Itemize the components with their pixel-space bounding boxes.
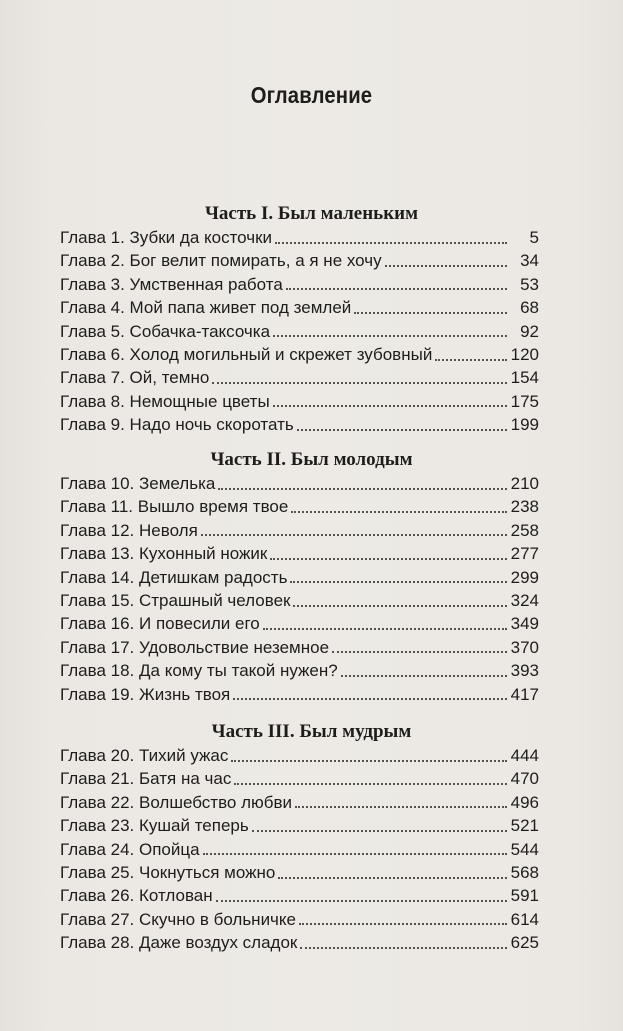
chapter-title: Глава 19. Жизнь твоя (60, 684, 231, 704)
dot-leader (290, 581, 506, 583)
toc-entry (60, 519, 539, 542)
toc-entry (60, 884, 539, 907)
dot-leader (234, 783, 506, 785)
chapter-title: Глава 3. Умственная работа (60, 274, 283, 294)
dot-leader (203, 853, 507, 855)
chapter-title: Глава 8. Немощные цветы (60, 391, 270, 411)
page-number: 568 (510, 862, 539, 882)
chapter-title: Глава 25. Чокнуться можно (60, 862, 276, 882)
page-number: 614 (510, 909, 539, 929)
dot-leader (278, 877, 506, 879)
dot-leader (354, 312, 507, 314)
dot-leader (216, 900, 507, 902)
chapter-title: Глава 4. Мой папа живет под землей (60, 298, 352, 318)
chapter-title: Глава 28. Даже воздух сладок (60, 933, 298, 953)
dot-leader (270, 558, 506, 560)
toc-entry (60, 366, 539, 389)
toc-entry (60, 566, 539, 589)
part-heading-3: Часть III. Был мудрым (211, 721, 412, 742)
chapter-title: Глава 15. Страшный человек (60, 590, 291, 610)
page-number: 277 (510, 544, 539, 564)
page-number: 199 (510, 415, 539, 435)
chapter-title: Глава 18. Да кому ты такой нужен? (60, 661, 338, 681)
dot-leader (218, 488, 506, 490)
toc-list-part-1 (60, 226, 539, 437)
chapter-title: Глава 12. Неволя (60, 520, 198, 540)
toc-entry (60, 861, 539, 884)
chapter-title: Глава 20. Тихий ужас (60, 746, 229, 765)
dot-leader (233, 698, 506, 700)
dot-leader (291, 511, 506, 513)
chapter-title: Глава 16. И повесили его (60, 614, 260, 634)
page-number: 5 (529, 228, 539, 247)
toc-entry (60, 273, 539, 296)
page-number: 154 (510, 368, 539, 388)
toc-entry (60, 636, 539, 659)
dot-leader (231, 760, 506, 762)
dot-leader (275, 242, 507, 244)
toc-entry (60, 296, 539, 319)
page-number: 92 (520, 321, 539, 341)
page-number: 34 (520, 251, 539, 271)
page-number: 496 (510, 792, 539, 812)
dot-leader (263, 628, 507, 630)
toc-entry (60, 767, 539, 790)
chapter-title: Глава 22. Волшебство любви (60, 792, 293, 812)
toc-entry (60, 612, 539, 635)
toc-entry (60, 542, 539, 565)
chapter-title: Глава 1. Зубки да косточки (60, 228, 273, 247)
toc-entry (60, 744, 539, 767)
toc-entry (60, 908, 539, 931)
toc-list-part-2 (60, 472, 539, 706)
toc-entry (60, 838, 539, 861)
chapter-title: Глава 21. Батя на час (60, 769, 232, 789)
toc-entry (60, 814, 539, 837)
dot-leader (341, 675, 507, 677)
dot-leader (212, 382, 506, 384)
chapter-title: Глава 6. Холод могильный и скрежет зубовный (60, 344, 433, 364)
chapter-title: Глава 2. Бог велит помирать, а я не хочу (60, 251, 382, 271)
page-number: 68 (520, 298, 539, 318)
chapter-title: Глава 7. Ой, темно (60, 368, 210, 388)
page-number: 349 (510, 614, 539, 634)
chapter-title: Глава 9. Надо ночь скоротать (60, 415, 294, 435)
part-heading-2: Часть II. Был молодым (210, 449, 413, 470)
page-number: 470 (510, 769, 539, 789)
page-title: Оглавление (250, 82, 373, 108)
toc-entry (60, 683, 539, 706)
toc-entry (60, 320, 539, 343)
dot-leader (332, 651, 507, 653)
page-number: 238 (510, 497, 539, 517)
toc-entry (60, 931, 539, 954)
page-number: 210 (510, 474, 539, 493)
page-number: 370 (510, 637, 539, 657)
page-number: 521 (510, 816, 539, 836)
chapter-title: Глава 14. Детишкам радость (60, 567, 288, 587)
dot-leader (286, 288, 507, 290)
toc-entry (60, 413, 539, 436)
chapter-title: Глава 10. Земелька (60, 474, 216, 493)
dot-leader (300, 947, 506, 949)
page-number: 591 (510, 886, 539, 906)
chapter-title: Глава 24. Опойца (60, 839, 200, 859)
page-number: 444 (510, 746, 539, 765)
page-number: 324 (510, 590, 539, 610)
toc-entry (60, 390, 539, 413)
dot-leader (273, 405, 507, 407)
chapter-title: Глава 11. Вышло время твое (60, 497, 289, 517)
chapter-title: Глава 13. Кухонный ножик (60, 544, 268, 564)
page-number: 299 (510, 567, 539, 587)
chapter-title: Глава 27. Скучно в больничке (60, 909, 296, 929)
dot-leader (299, 923, 507, 925)
page-number: 393 (510, 661, 539, 681)
dot-leader (293, 605, 506, 607)
toc-entry (60, 589, 539, 612)
page-number: 53 (520, 274, 539, 294)
dot-leader (435, 359, 506, 361)
dot-leader (295, 806, 507, 808)
toc-entry (60, 495, 539, 518)
page-number: 120 (510, 344, 539, 364)
toc-entry (60, 343, 539, 366)
toc-list-part-3 (60, 744, 539, 955)
toc-entry (60, 791, 539, 814)
page-number: 417 (510, 684, 539, 704)
chapter-title: Глава 26. Котлован (60, 886, 213, 906)
dot-leader (273, 335, 507, 337)
dot-leader (385, 265, 507, 267)
dot-leader (297, 429, 507, 431)
page-number: 544 (510, 839, 539, 859)
toc-entry (60, 472, 539, 495)
page-number: 258 (510, 520, 539, 540)
dot-leader (201, 534, 507, 536)
chapter-title: Глава 5. Собачка-таксочка (60, 321, 271, 341)
dot-leader (252, 830, 507, 832)
part-heading-1: Часть I. Был маленьким (204, 203, 419, 224)
page-number: 175 (510, 391, 539, 411)
chapter-title: Глава 17. Удовольствие неземное (60, 637, 330, 657)
page-number: 625 (510, 933, 539, 953)
toc-entry (60, 226, 539, 249)
toc-entry (60, 249, 539, 272)
toc-entry (60, 659, 539, 682)
chapter-title: Глава 23. Кушай теперь (60, 816, 249, 836)
